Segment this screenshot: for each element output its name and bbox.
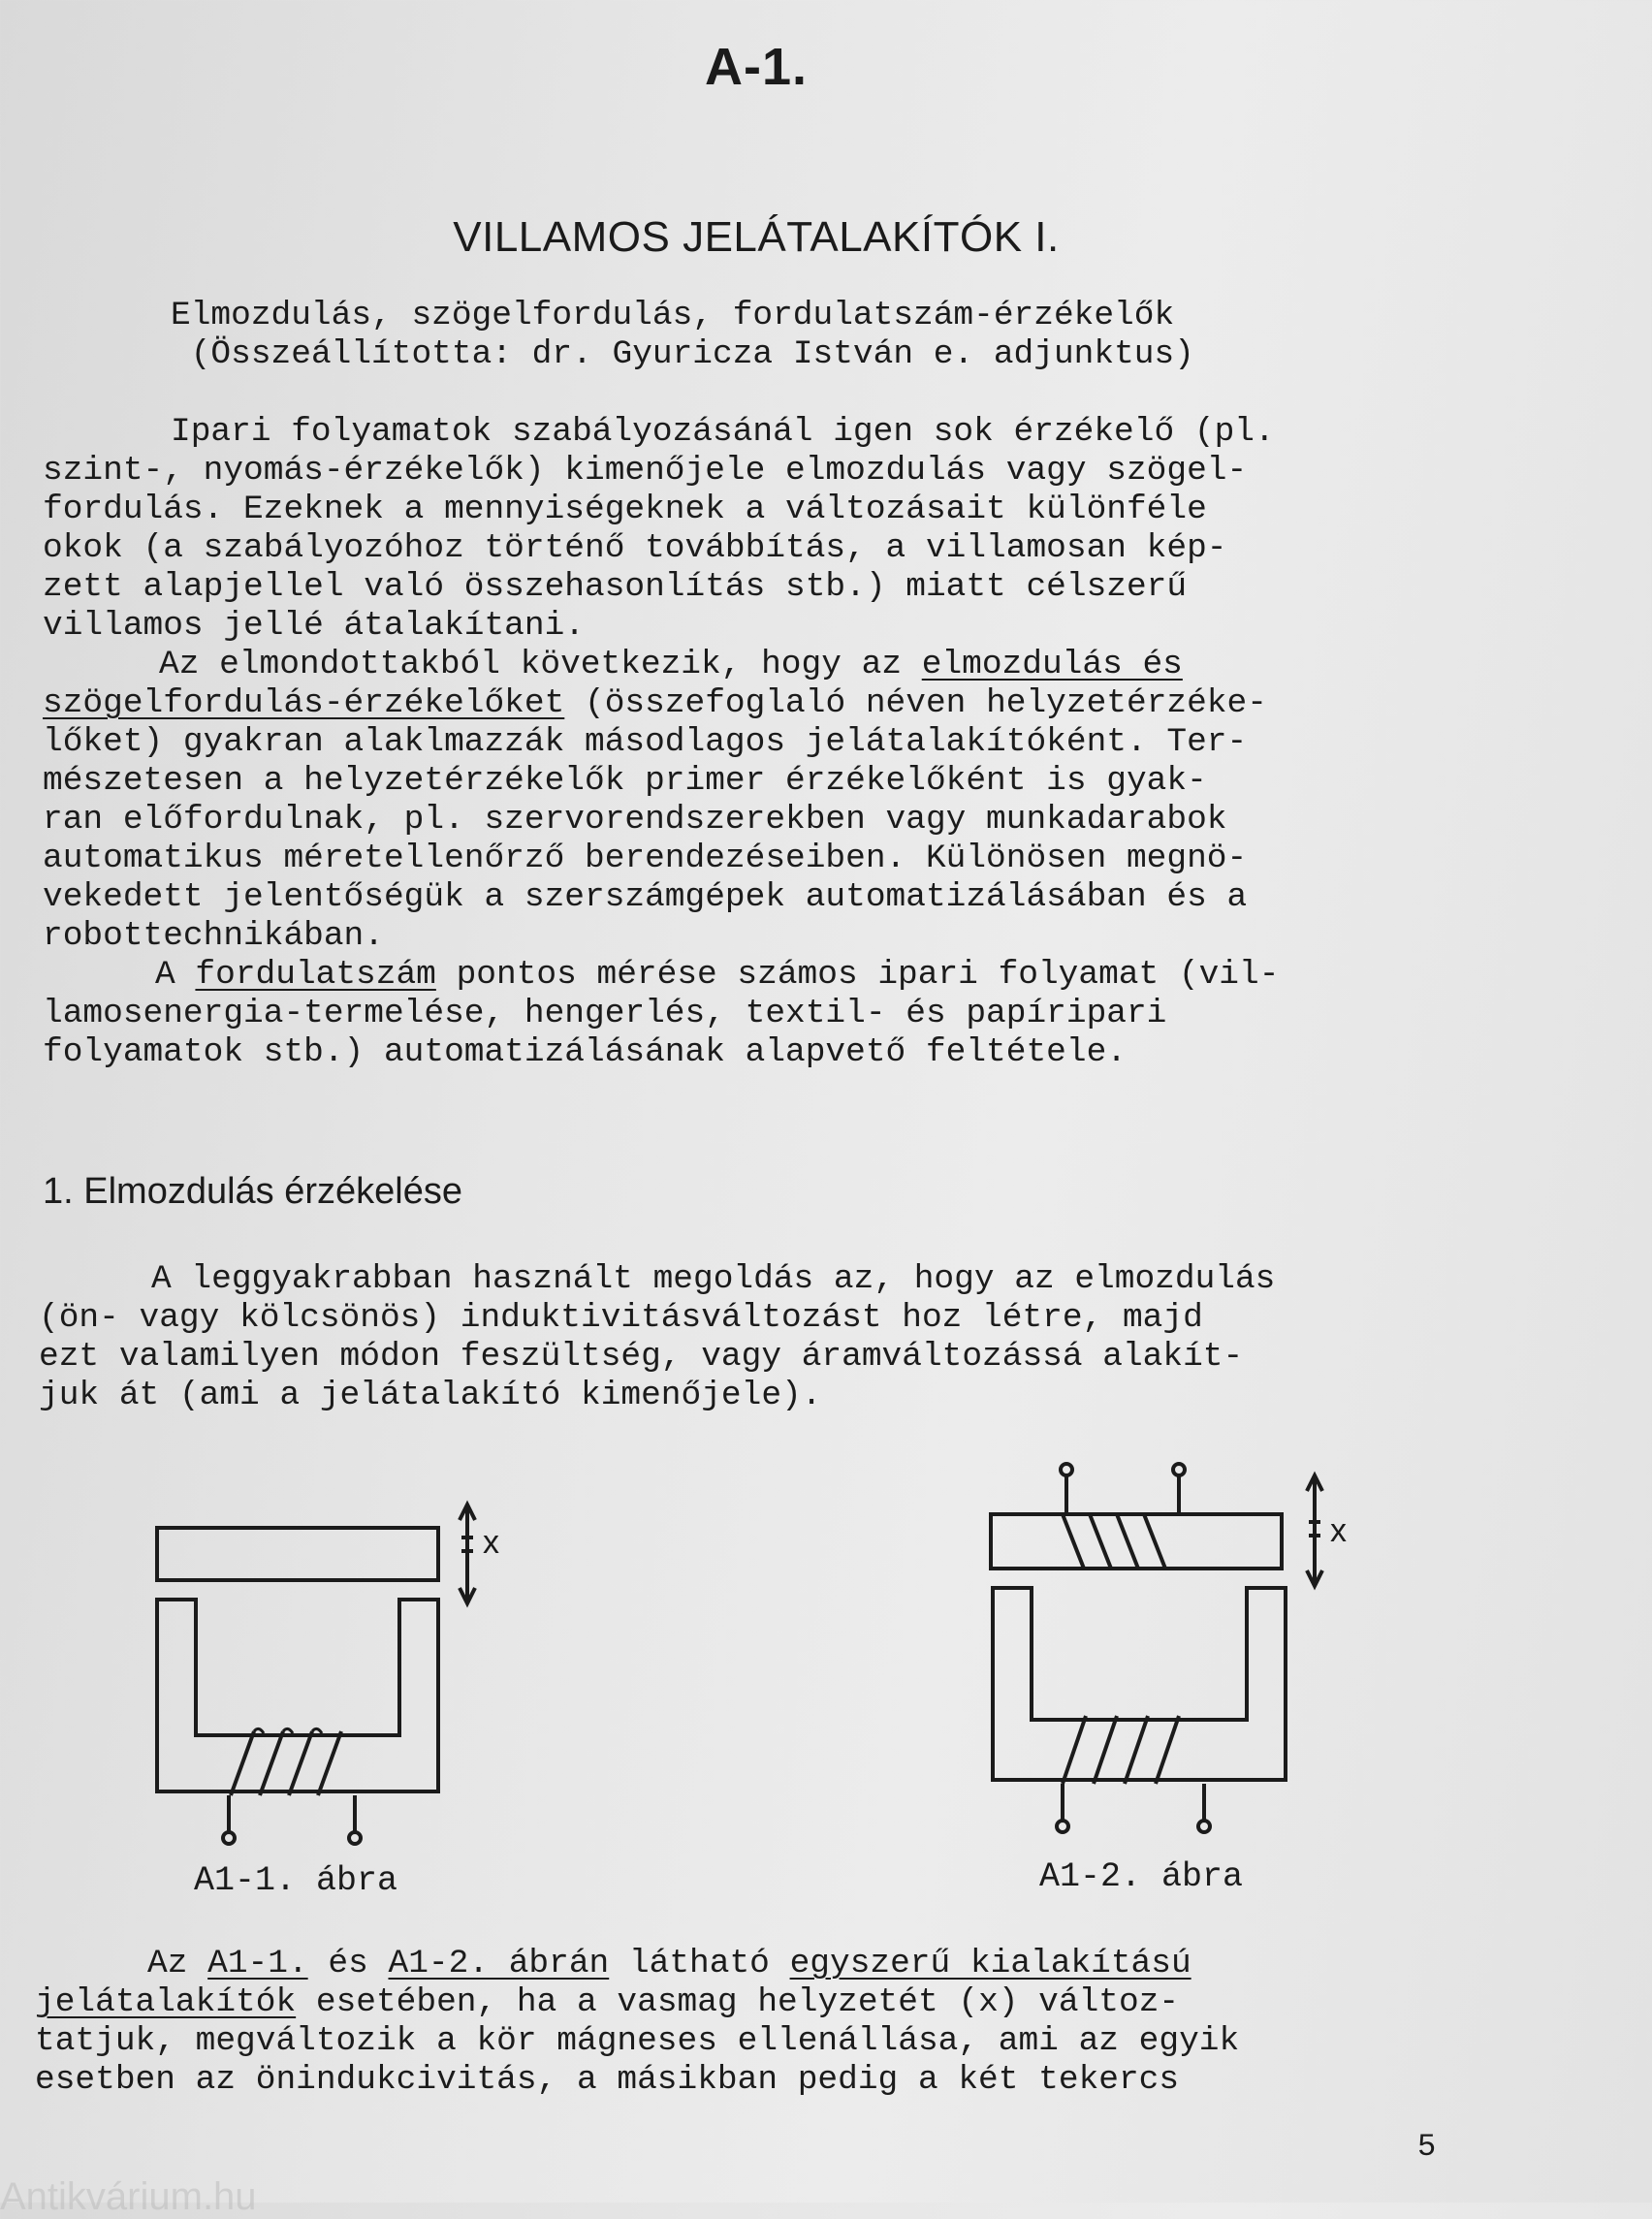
section1-paragraph-1 [39, 1260, 1275, 1415]
axis-label-x: x [483, 1524, 499, 1561]
underlined-term: jelátalakítók [35, 1983, 297, 2021]
underlined-term: A1-2. ábrán [388, 1945, 610, 1982]
coil-turn [318, 1731, 341, 1795]
text-span: Az [147, 1945, 208, 1982]
text-line: mészetesen a helyzetérzékelők primer érzékelőként is gyak- [43, 762, 1207, 800]
armature-bar [157, 1528, 438, 1580]
terminal [1057, 1821, 1068, 1832]
text-span: A [155, 956, 196, 994]
text-span: (összefoglaló néven helyzetérzéke- [564, 684, 1267, 722]
coil-turn [231, 1731, 254, 1795]
intro-paragraph-2 [43, 646, 1267, 956]
subtitle [171, 297, 1194, 374]
watermark: Antikvárium.hu [0, 2175, 257, 2218]
figure-a1-1-diagram [145, 1493, 533, 1861]
coil-turn [1144, 1514, 1165, 1569]
underlined-term: fordulatszám [195, 956, 436, 994]
text-line: ezt valamilyen módon feszültség, vagy áramváltozássá alakít- [39, 1338, 1244, 1376]
coil-turn [1117, 1514, 1138, 1569]
subtitle-line: (Összeállította: dr. Gyuricza István e. adjunktus) [190, 335, 1194, 373]
underlined-term: szögelfordulás-érzékelőket [43, 684, 565, 722]
figure-a1-2-diagram [969, 1454, 1377, 1842]
u-core [157, 1600, 438, 1791]
coil-turn [1063, 1514, 1084, 1569]
text-line: szint-, nyomás-érzékelők) kimenőjele elmozdulás vagy szögel- [43, 452, 1248, 490]
text-line: (ön- vagy kölcsönös) induktivitásváltozást hoz létre, majd [39, 1299, 1203, 1337]
terminal [223, 1832, 235, 1844]
text-line: robottechnikában. [43, 917, 384, 955]
text-span: Az elmondottakból következik, hogy az [159, 646, 922, 683]
text-line: okok (a szabályozóhoz történő továbbítás, a villamosan kép- [43, 529, 1227, 567]
text-line: esetben az önindukcivitás, a másikban pedig a két tekercs [35, 2061, 1180, 2099]
page-title: VILLAMOS JELÁTALAKÍTÓK I. [453, 213, 1060, 261]
subtitle-line: Elmozdulás, szögelfordulás, fordulatszám-érzékelők [171, 297, 1175, 334]
terminal [1173, 1464, 1185, 1475]
coil-turn [260, 1731, 283, 1795]
text-line: ran előfordulnak, pl. szervorendszerekben vagy munkadarabok [43, 801, 1227, 839]
text-line: juk át (ami a jelátalakító kimenőjele). [39, 1377, 822, 1414]
text-line: lamosenergia-termelése, hengerlés, textil- és papíripari [43, 995, 1167, 1032]
underlined-term: elmozdulás és [921, 646, 1183, 683]
section1-paragraph-2 [35, 1945, 1239, 2100]
coil-turn [1090, 1514, 1111, 1569]
text-span: és [307, 1945, 389, 1982]
terminal [1198, 1821, 1210, 1832]
text-span: esetében, ha a vasmag helyzetét (x) változ- [296, 1983, 1180, 2021]
section-heading: 1. Elmozdulás érzékelése [43, 1171, 462, 1212]
text-line: villamos jellé átalakítani. [43, 607, 585, 645]
terminal [1061, 1464, 1072, 1475]
u-core [993, 1588, 1286, 1780]
intro-paragraph-3 [43, 956, 1279, 1072]
coil-turn [1063, 1716, 1086, 1784]
axis-label-x: x [1330, 1512, 1347, 1549]
intro-paragraph-1 [43, 413, 1275, 646]
text-span: látható [609, 1945, 790, 1982]
text-line: fordulás. Ezeknek a mennyiségeknek a változásait különféle [43, 491, 1207, 528]
page-number: 5 [1417, 2129, 1437, 2165]
figure-caption: A1-2. ábra [1039, 1857, 1244, 1896]
coil-turn [1125, 1716, 1148, 1784]
coil-turn [1094, 1716, 1117, 1784]
underlined-term: egyszerű kialakítású [789, 1945, 1191, 1982]
text-line: vekedett jelentőségük a szerszámgépek automatizálásában és a [43, 878, 1248, 916]
text-line: automatikus méretellenőrző berendezéseiben. Különösen megnö- [43, 840, 1248, 877]
text-line: Ipari folyamatok szabályozásánál igen sok érzékelő (pl. [171, 413, 1275, 451]
text-line: A leggyakrabban használt megoldás az, hogy az elmozdulás [151, 1260, 1276, 1298]
text-line: lőket) gyakran alaklmazzák másodlagos jelátalakítóként. Ter- [43, 723, 1248, 761]
text-line: tatjuk, megváltozik a kör mágneses ellenállása, ami az egyik [35, 2022, 1240, 2060]
underlined-term: A1-1. [207, 1945, 308, 1982]
document-id: A-1. [704, 38, 808, 96]
figure-caption: A1-1. ábra [194, 1861, 398, 1900]
text-line: zett alapjellel való összehasonlítás stb.) miatt célszerű [43, 568, 1188, 606]
terminal [349, 1832, 361, 1844]
text-line: folyamatok stb.) automatizálásának alapvető feltétele. [43, 1033, 1127, 1071]
coil-turn [1156, 1716, 1179, 1784]
coil-turn [289, 1731, 312, 1795]
text-span: pontos mérése számos ipari folyamat (vil- [435, 956, 1280, 994]
